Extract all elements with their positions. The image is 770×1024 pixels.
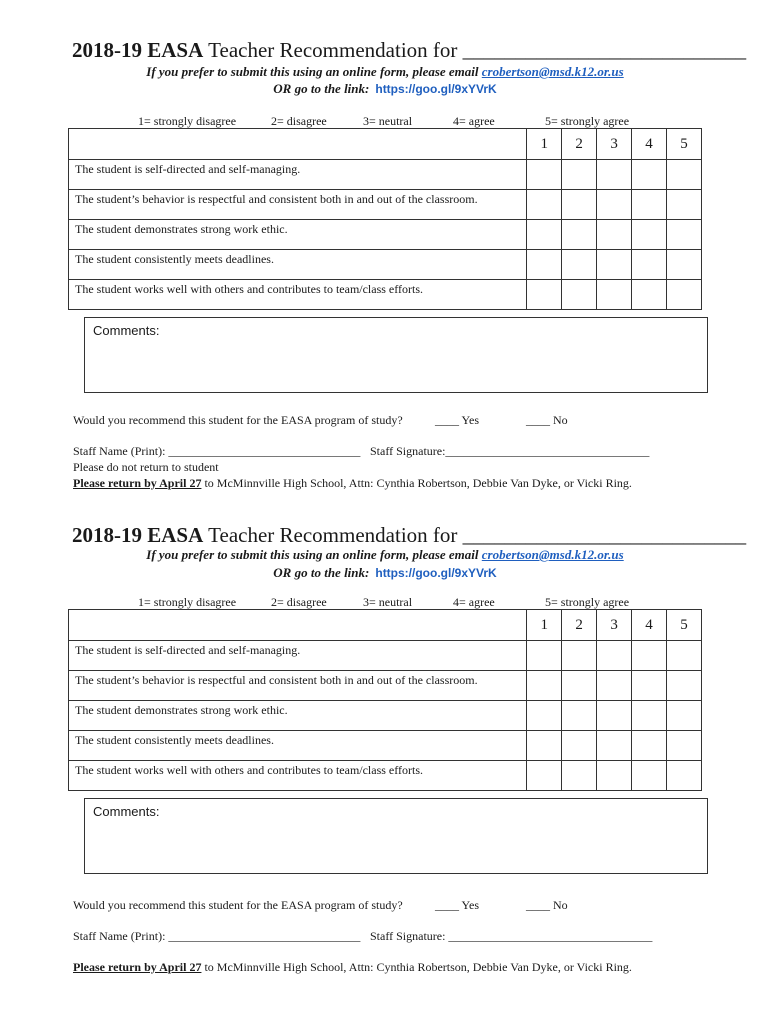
return-instructions xyxy=(73,476,632,491)
rating-cell[interactable] xyxy=(667,761,702,791)
comments-label: Comments: xyxy=(93,804,160,819)
rating-column-5: 5 xyxy=(667,129,702,160)
rating-cell[interactable] xyxy=(667,250,702,280)
rating-cell[interactable] xyxy=(527,160,562,190)
rating-column-1: 1 xyxy=(527,610,562,641)
rating-column-5: 5 xyxy=(667,610,702,641)
rating-cell[interactable] xyxy=(562,250,597,280)
no-option[interactable]: ____ No xyxy=(526,413,568,427)
rating-cell[interactable] xyxy=(632,280,667,310)
rating-cell[interactable] xyxy=(632,701,667,731)
form-url-link[interactable]: https://goo.gl/9xYVrK xyxy=(375,82,497,96)
return-address: to McMinnville High School, Attn: Cynthia Robertson, Debbie Van Dyke, or Vicki Ring. xyxy=(201,476,632,490)
link-line xyxy=(0,81,770,97)
statement-label: The student’s behavior is respectful and consistent both in and out of the classroom. xyxy=(69,671,527,701)
table-row xyxy=(69,250,702,280)
rating-cell[interactable] xyxy=(527,641,562,671)
scale-label-3: 3= neutral xyxy=(363,595,413,609)
rating-cell[interactable] xyxy=(562,220,597,250)
comments-label: Comments: xyxy=(93,323,160,338)
title-rest: Teacher Recommendation for ___________________________ xyxy=(203,523,747,547)
scale-label-2: 2= disagree xyxy=(271,595,327,609)
rating-cell[interactable] xyxy=(562,280,597,310)
rating-column-3: 3 xyxy=(597,129,632,160)
rating-cell[interactable] xyxy=(667,641,702,671)
scale-label-3: 3= neutral xyxy=(363,114,413,128)
return-deadline: Please return by April 27 xyxy=(73,960,202,974)
rating-cell[interactable] xyxy=(597,250,632,280)
rating-table xyxy=(68,609,702,791)
title-bold: 2018-19 EASA xyxy=(72,38,204,62)
rating-cell[interactable] xyxy=(632,160,667,190)
rating-column-1: 1 xyxy=(527,129,562,160)
link-line xyxy=(0,565,770,581)
statement-label: The student’s behavior is respectful and consistent both in and out of the classroom. xyxy=(69,190,527,220)
statement-label: The student works well with others and contributes to team/class efforts. xyxy=(69,280,527,310)
form-url-link[interactable]: https://goo.gl/9xYVrK xyxy=(375,566,497,580)
form-title xyxy=(72,38,746,63)
rating-cell[interactable] xyxy=(597,671,632,701)
staff-name-field[interactable]: Staff Name (Print): ________________________________ xyxy=(73,929,361,943)
recommend-question: Would you recommend this student for the EASA program of study? xyxy=(73,898,403,912)
rating-header-row xyxy=(69,129,702,160)
rating-cell[interactable] xyxy=(632,250,667,280)
rating-cell[interactable] xyxy=(562,641,597,671)
rating-column-2: 2 xyxy=(562,610,597,641)
rating-header-row xyxy=(69,610,702,641)
statement-label: The student demonstrates strong work ethic. xyxy=(69,701,527,731)
statement-label: The student is self-directed and self-managing. xyxy=(69,160,527,190)
rating-column-3: 3 xyxy=(597,610,632,641)
rating-cell[interactable] xyxy=(632,220,667,250)
rating-cell[interactable] xyxy=(527,280,562,310)
rating-cell[interactable] xyxy=(632,671,667,701)
table-row xyxy=(69,280,702,310)
comments-box[interactable] xyxy=(84,317,708,393)
return-note: Please do not return to student xyxy=(73,460,219,474)
statement-label: The student works well with others and contributes to team/class efforts. xyxy=(69,761,527,791)
table-row xyxy=(69,761,702,791)
rating-column-4: 4 xyxy=(632,129,667,160)
rating-cell[interactable] xyxy=(597,190,632,220)
table-row xyxy=(69,641,702,671)
recommend-question: Would you recommend this student for the EASA program of study? xyxy=(73,413,403,427)
rating-table xyxy=(68,128,702,310)
table-row xyxy=(69,220,702,250)
rating-cell[interactable] xyxy=(632,190,667,220)
return-instructions xyxy=(73,960,632,975)
scale-label-5: 5= strongly agree xyxy=(545,595,630,609)
rating-cell[interactable] xyxy=(527,731,562,761)
rating-cell[interactable] xyxy=(527,701,562,731)
statement-label: The student consistently meets deadlines. xyxy=(69,250,527,280)
staff-signature-field[interactable]: Staff Signature: __________________________________ xyxy=(370,929,653,943)
return-address: to McMinnville High School, Attn: Cynthia Robertson, Debbie Van Dyke, or Vicki Ring. xyxy=(201,960,632,974)
statement-label: The student consistently meets deadlines. xyxy=(69,731,527,761)
scale-label-1: 1= strongly disagree xyxy=(138,114,237,128)
rating-cell[interactable] xyxy=(667,701,702,731)
table-row xyxy=(69,671,702,701)
yes-option[interactable]: ____ Yes xyxy=(435,898,480,912)
rating-cell[interactable] xyxy=(562,761,597,791)
email-link[interactable]: crobertson@msd.k12.or.us xyxy=(481,64,624,79)
email-link[interactable]: crobertson@msd.k12.or.us xyxy=(481,547,624,562)
rating-cell[interactable] xyxy=(632,641,667,671)
table-row xyxy=(69,731,702,761)
rating-cell[interactable] xyxy=(527,761,562,791)
staff-signature-field[interactable]: Staff Signature:__________________________________ xyxy=(370,444,650,458)
form-title xyxy=(72,523,746,548)
rating-cell[interactable] xyxy=(597,280,632,310)
rating-cell[interactable] xyxy=(597,731,632,761)
rating-cell[interactable] xyxy=(527,671,562,701)
rating-cell[interactable] xyxy=(667,671,702,701)
title-rest: Teacher Recommendation for ___________________________ xyxy=(203,38,747,62)
table-row xyxy=(69,190,702,220)
statement-label: The student is self-directed and self-managing. xyxy=(69,641,527,671)
rating-cell[interactable] xyxy=(632,731,667,761)
title-bold: 2018-19 EASA xyxy=(72,523,204,547)
rating-cell[interactable] xyxy=(597,761,632,791)
scale-label-2: 2= disagree xyxy=(271,114,327,128)
link-prefix: OR go to the link: xyxy=(273,81,370,96)
rating-cell[interactable] xyxy=(667,160,702,190)
rating-cell[interactable] xyxy=(527,220,562,250)
table-row xyxy=(69,701,702,731)
instruction-line xyxy=(0,547,770,563)
instruction-text: If you prefer to submit this using an online form, please email xyxy=(146,64,479,79)
return-deadline: Please return by April 27 xyxy=(73,476,202,490)
no-option[interactable]: ____ No xyxy=(526,898,568,912)
scale-label-1: 1= strongly disagree xyxy=(138,595,237,609)
rating-cell[interactable] xyxy=(667,731,702,761)
rating-cell[interactable] xyxy=(597,160,632,190)
statement-label: The student demonstrates strong work ethic. xyxy=(69,220,527,250)
rating-column-2: 2 xyxy=(562,129,597,160)
rating-cell[interactable] xyxy=(562,190,597,220)
instruction-text: If you prefer to submit this using an online form, please email xyxy=(146,547,479,562)
rating-cell[interactable] xyxy=(562,731,597,761)
rating-cell[interactable] xyxy=(667,190,702,220)
rating-cell[interactable] xyxy=(632,761,667,791)
scale-label-4: 4= agree xyxy=(453,114,495,128)
comments-box[interactable] xyxy=(84,798,708,874)
staff-name-field[interactable]: Staff Name (Print): ________________________________ xyxy=(73,444,361,458)
rating-cell[interactable] xyxy=(562,701,597,731)
table-row xyxy=(69,160,702,190)
rating-cell[interactable] xyxy=(527,250,562,280)
rating-cell[interactable] xyxy=(527,190,562,220)
rating-cell[interactable] xyxy=(597,701,632,731)
instruction-line xyxy=(0,64,770,80)
rating-cell[interactable] xyxy=(562,160,597,190)
scale-label-4: 4= agree xyxy=(453,595,495,609)
scale-label-5: 5= strongly agree xyxy=(545,114,630,128)
rating-cell[interactable] xyxy=(667,220,702,250)
rating-cell[interactable] xyxy=(562,671,597,701)
rating-column-4: 4 xyxy=(632,610,667,641)
rating-cell[interactable] xyxy=(597,641,632,671)
link-prefix: OR go to the link: xyxy=(273,565,370,580)
rating-cell[interactable] xyxy=(597,220,632,250)
yes-option[interactable]: ____ Yes xyxy=(435,413,480,427)
rating-cell[interactable] xyxy=(667,280,702,310)
